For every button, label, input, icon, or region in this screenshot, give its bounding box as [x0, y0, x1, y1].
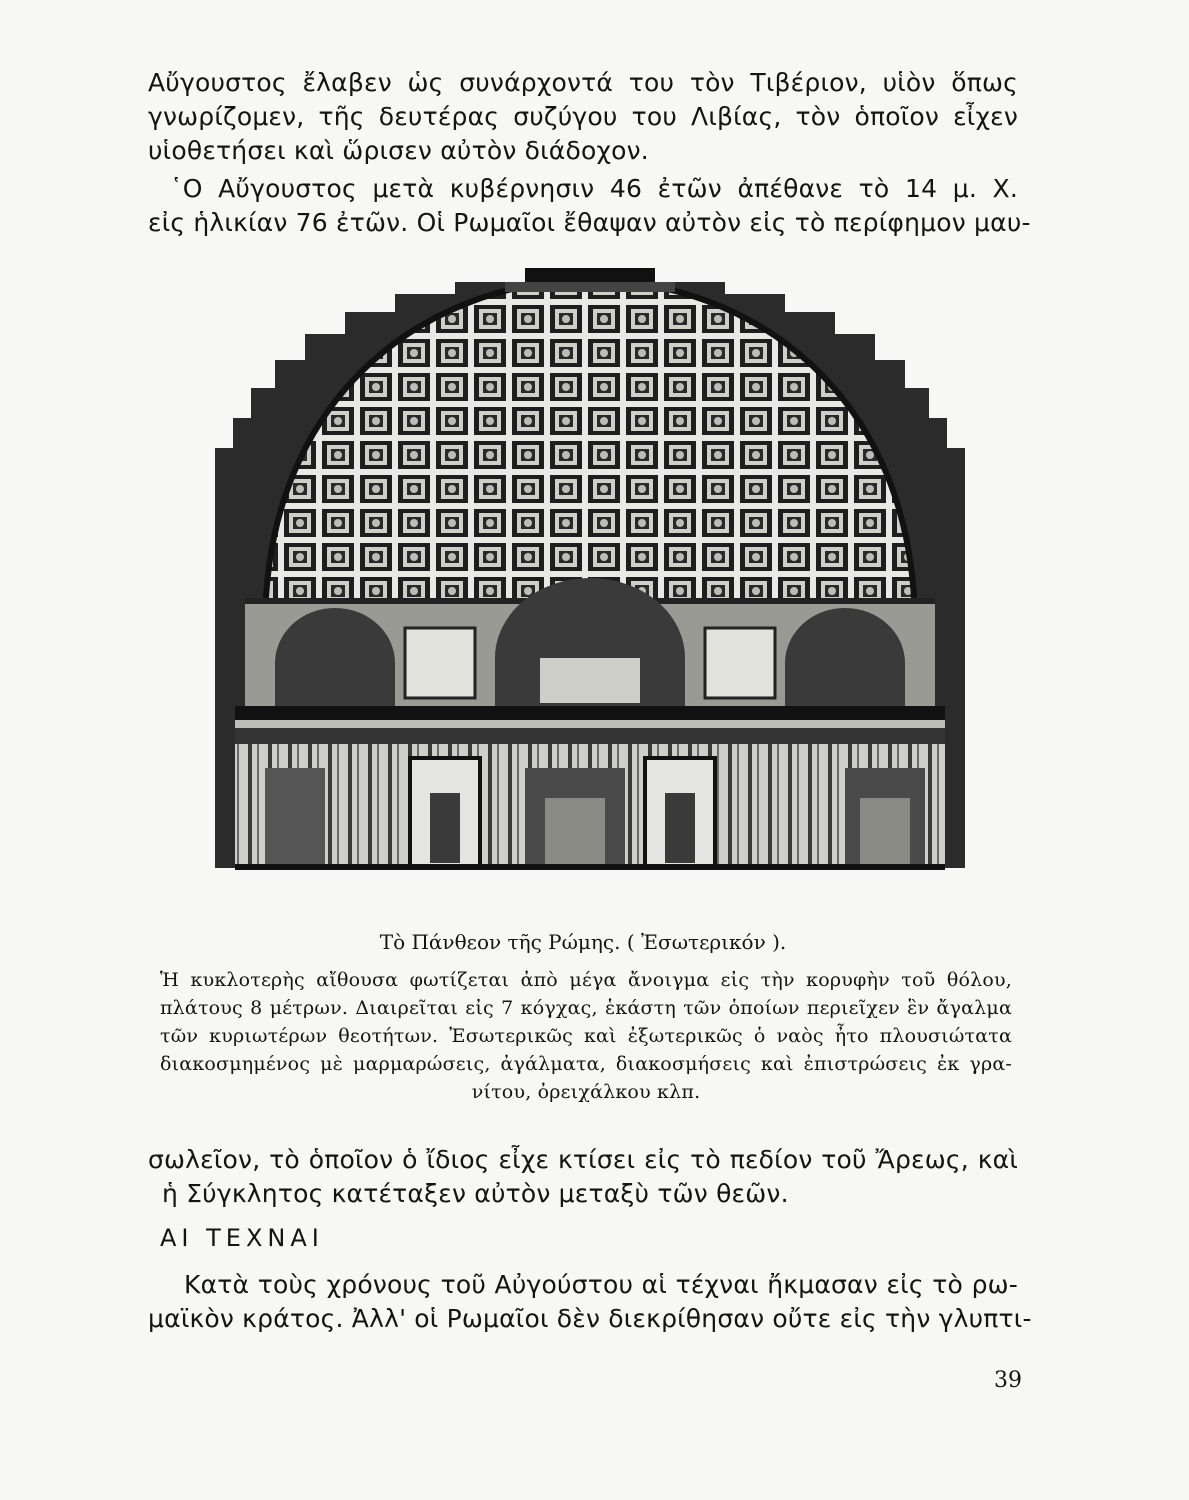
pantheon-drawing [205, 268, 975, 890]
caption-line: διακοσμημένος μὲ μαρμαρώσεις, ἀγάλματα, διακοσμήσεις καὶ ἐπιστρώσεις ἐκ γρα- [160, 1053, 1012, 1075]
text-line: εἰς ἡλικίαν 76 ἐτῶν. Οἱ Ρωμαῖοι ἔθαψαν αὐτὸν εἰς τὸ περίφημον μαυ- [148, 208, 1031, 237]
paragraph-augustus-death [148, 172, 1031, 240]
text-line: μαϊκὸν κράτος. Ἀλλ' οἱ Ρωμαῖοι δὲν διεκρίθησαν οὔτε εἰς τὴν γλυπτι- [148, 1304, 1032, 1333]
paragraph-mausoleum [148, 1143, 1018, 1211]
section-heading: ΑΙ ΤΕΧΝΑΙ [160, 1224, 324, 1252]
pantheon-interior-illustration [205, 268, 975, 890]
text-line: Αὔγουστος ἔλαβεν ὡς συνάρχοντά του τὸν Τιβέριον, υἱὸν ὅπως [148, 68, 1018, 97]
caption-line: νίτου, ὀρειχάλκου κλπ. [471, 1081, 701, 1103]
figure-caption-body [160, 966, 1012, 1106]
caption-line: πλάτους 8 μέτρων. Διαιρεῖται εἰς 7 κόγχας, ἑκάστη τῶν ὁποίων περιεῖχεν ἓν ἄγαλμα [160, 997, 1012, 1019]
text-line: ἡ Σύγκλητος κατέταξεν αὐτὸν μεταξὺ τῶν θεῶν. [162, 1179, 789, 1208]
text-line: υἱοθετήσει καὶ ὥρισεν αὐτὸν διάδοχον. [148, 136, 649, 165]
caption-line: τῶν κυριωτέρων θεοτήτων. Ἐσωτερικῶς καὶ ἐξωτερικῶς ὁ ναὸς ἦτο πλουσιώτατα [160, 1025, 1012, 1047]
caption-line: Ἡ κυκλοτερὴς αἴθουσα φωτίζεται ἀπὸ μέγα ἄνοιγμα εἰς τὴν κορυφὴν τοῦ θόλου, [160, 969, 1012, 991]
paragraph-augustus-succession [148, 66, 1018, 168]
page-number: 39 [994, 1368, 1022, 1393]
text-line: ῾Ο Αὔγουστος μετὰ κυβέρνησιν 46 ἐτῶν ἀπέθανε τὸ 14 μ. Χ. [170, 174, 1018, 203]
text-line: γνωρίζομεν, τῆς δευτέρας συζύγου του Λιβίας, τὸν ὁποῖον εἶχεν [148, 102, 1018, 131]
text-line: σωλεῖον, τὸ ὁποῖον ὁ ἴδιος εἶχε κτίσει εἰς τὸ πεδίον τοῦ Ἄρεως, καὶ [148, 1145, 1018, 1174]
figure-caption-title: Τὸ Πάνθεον τῆς Ρώμης. ( Ἐσωτερικόν ). [379, 930, 787, 954]
text-line: Κατὰ τοὺς χρόνους τοῦ Αὐγούστου αἱ τέχναι ἤκμασαν εἰς τὸ ρω- [184, 1270, 1018, 1299]
paragraph-arts [148, 1268, 1032, 1336]
